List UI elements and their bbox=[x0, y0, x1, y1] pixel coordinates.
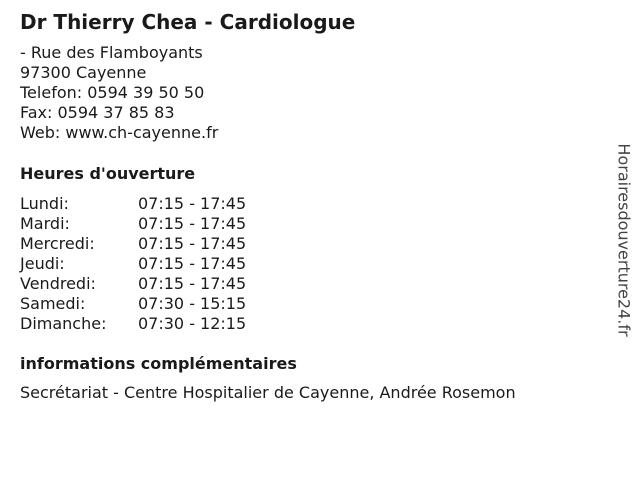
day-label: Lundi: bbox=[20, 194, 69, 213]
time-range: 07:30 - 15:15 bbox=[138, 294, 247, 313]
hours-row-wednesday bbox=[20, 234, 246, 254]
time-range: 07:15 - 17:45 bbox=[138, 214, 247, 233]
hours-row-tuesday bbox=[20, 214, 246, 234]
hours-row-monday bbox=[20, 194, 246, 214]
opening-hours-heading: Heures d'ouverture bbox=[20, 164, 196, 183]
hours-row-saturday bbox=[20, 294, 246, 314]
city-address: 97300 Cayenne bbox=[20, 63, 147, 82]
day-label: Mardi: bbox=[20, 214, 70, 233]
website: Web: www.ch-cayenne.fr bbox=[20, 123, 219, 142]
street-address: - Rue des Flamboyants bbox=[20, 43, 203, 62]
time-range: 07:15 - 17:45 bbox=[138, 194, 247, 213]
phone-number: Telefon: 0594 39 50 50 bbox=[20, 83, 205, 102]
time-range: 07:15 - 17:45 bbox=[138, 274, 247, 293]
day-label: Samedi: bbox=[20, 294, 86, 313]
day-label: Jeudi: bbox=[20, 254, 65, 273]
hours-row-thursday bbox=[20, 254, 246, 274]
additional-info-heading: informations complémentaires bbox=[20, 354, 297, 373]
page-title: Dr Thierry Chea - Cardiologue bbox=[20, 10, 356, 34]
day-label: Mercredi: bbox=[20, 234, 95, 253]
day-label: Dimanche: bbox=[20, 314, 107, 333]
time-range: 07:15 - 17:45 bbox=[138, 254, 247, 273]
hours-row-sunday bbox=[20, 314, 246, 334]
fax-number: Fax: 0594 37 85 83 bbox=[20, 103, 175, 122]
site-watermark: Horairesdouverture24.fr bbox=[614, 143, 634, 337]
hours-row-friday bbox=[20, 274, 246, 294]
day-label: Vendredi: bbox=[20, 274, 96, 293]
address-block bbox=[20, 43, 218, 143]
time-range: 07:30 - 12:15 bbox=[138, 314, 247, 333]
time-range: 07:15 - 17:45 bbox=[138, 234, 247, 253]
additional-info-text: Secrétariat - Centre Hospitalier de Cayenne, Andrée Rosemon bbox=[20, 383, 516, 402]
opening-hours-table bbox=[20, 194, 246, 334]
